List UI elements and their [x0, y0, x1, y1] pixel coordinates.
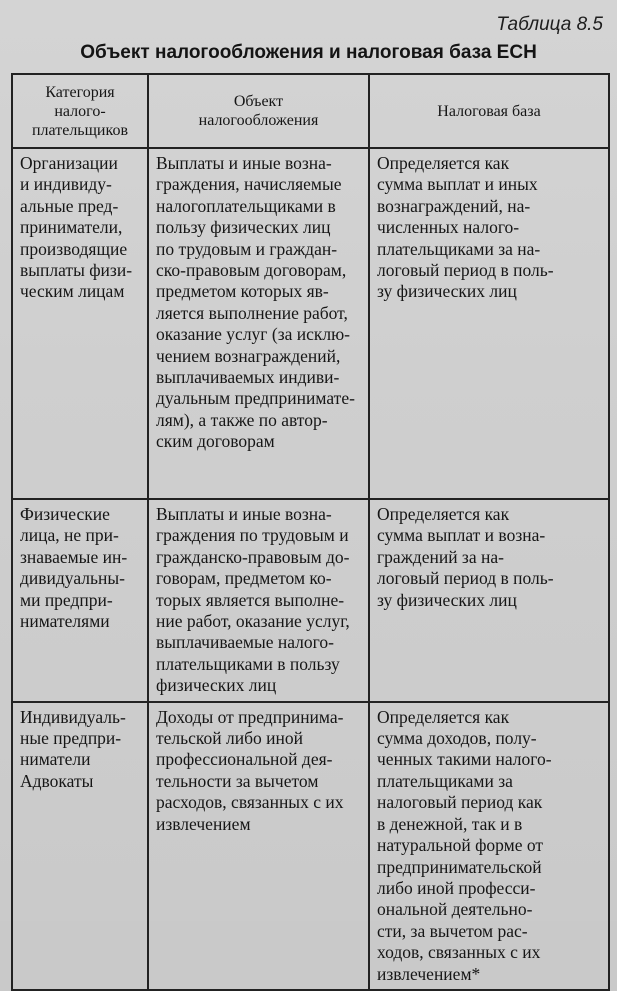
header-base: Налоговая база [369, 74, 609, 148]
cell-object: Выплаты и иные возна- граждения, начисляемые налогоплательщиками в пользу физических лиц по трудовым и граждан- ско-правовым договорам, предметом которых яв- ляется выполнение работ, оказание услуг (за исклю- чением вознаграждений, выплачиваемых индиви- дуальным предпринимате- лям), а также по автор- ским договорам [148, 148, 369, 499]
cell-category: Организации и индивиду- альные пред- приниматели, производящие выплаты физи- ческим лицам [12, 148, 148, 499]
table-title: Объект налогообложения и налоговая база ЕСН [80, 42, 537, 63]
cell-object: Доходы от предпринима- тельской либо иной профессиональной дея- тельности за вычетом расходов, связанных с их извлечением [148, 702, 369, 990]
table-row [12, 702, 609, 990]
table-row [12, 499, 609, 702]
cell-base: Определяется как сумма выплат и иных вознаграждений, на- численных налого- плательщиками за на- логовый период в поль- зу физических лиц [369, 148, 609, 499]
cell-category: Физические лица, не при- знаваемые ин- дивидуальны- ми предпри- нимателями [12, 499, 148, 702]
cell-category: Индивидуаль- ные предпри- ниматели Адвокаты [12, 702, 148, 990]
cell-base: Определяется как сумма выплат и возна- граждений за на- логовый период в поль- зу физических лиц [369, 499, 609, 702]
cell-object: Выплаты и иные возна- граждения по трудовым и гражданско-правовым до- говорам, предметом ко- торых является выполне- ние работ, оказание услуг, выплачиваемые налого- плательщиками в пользу физических лиц [148, 499, 369, 702]
tax-base-table [11, 73, 610, 991]
header-row [12, 74, 609, 148]
header-object: Объект налогообложения [148, 74, 369, 148]
cell-base: Определяется как сумма доходов, полу- ченных такими налого- плательщиками за налоговый период как в денежной, так и в натуральной форме от предпринимательской либо иной професси- ональной деятельно- сти, за вычетом рас- ходов, связанных с их извлечением* [369, 702, 609, 990]
header-category: Категория налого- плательщиков [12, 74, 148, 148]
table-number: Таблица 8.5 [496, 14, 603, 35]
table-row [12, 148, 609, 499]
